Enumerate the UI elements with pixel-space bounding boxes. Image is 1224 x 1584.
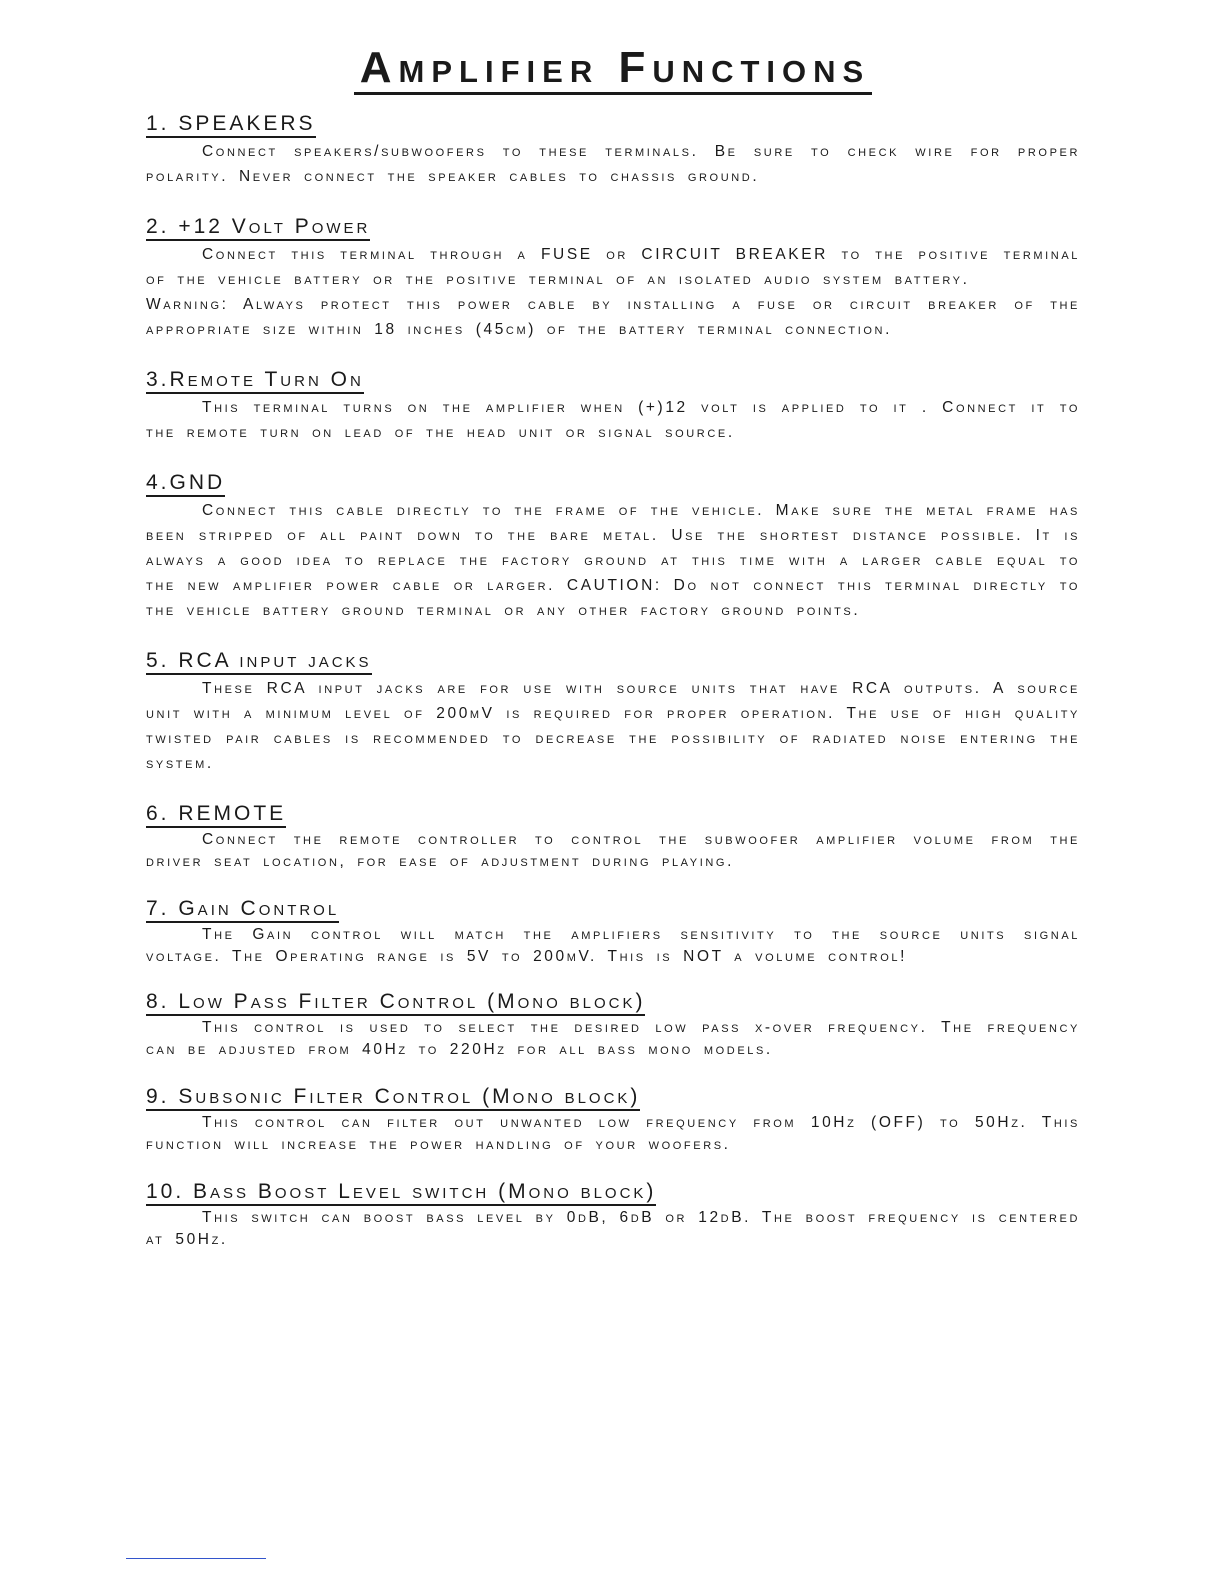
document-page [146, 38, 1080, 1251]
section-paragraph: Connect speakers/subwoofers to these terminals. Be sure to check wire for proper polarity. Never connect the speaker cables to chassis ground. [146, 143, 1080, 185]
section-paragraph: The Gain control will match the amplifiers sensitivity to the source units signal voltage. The Operating range is 5V to 200mV. This is NOT a volume control! [146, 926, 1080, 965]
section-rca-input-jacks [146, 649, 1080, 776]
section-heading: 6. REMOTE [146, 802, 286, 828]
section-heading: 2. +12 Volt Power [146, 215, 370, 241]
section-heading: 9. Subsonic Filter Control (Mono block) [146, 1085, 640, 1111]
section-bass-boost-level-switch [146, 1180, 1080, 1251]
section-paragraph: This switch can boost bass level by 0dB, 6dB or 12dB. The boost frequency is centered at 50Hz. [146, 1209, 1080, 1248]
section-paragraph: Connect the remote controller to control the subwoofer amplifier volume from the driver seat location, for ease of adjustment during playing. [146, 831, 1080, 870]
section-heading: 7. Gain Control [146, 897, 339, 923]
section-paragraph: These RCA input jacks are for use with source units that have RCA outputs. A source unit with a minimum level of 200mV is required for proper operation. The use of high quality twisted pair cables is recommended to decrease the possibility of radiated noise entering the system. [146, 680, 1081, 772]
section-paragraph: Connect this terminal through a FUSE or CIRCUIT BREAKER to the positive terminal of the vehicle battery or the positive terminal of an isolated audio system battery. [146, 246, 1080, 288]
page-title-text: Amplifier Functions [354, 43, 872, 95]
section-heading: 3.Remote Turn On [146, 368, 364, 394]
section-12-volt-power [146, 215, 1080, 342]
section-heading: 5. RCA input jacks [146, 649, 372, 675]
section-paragraph: This control can filter out unwanted low frequency from 10Hz (OFF) to 50Hz. This function will increase the power handling of your woofers. [146, 1114, 1080, 1153]
section-paragraph: Connect this cable directly to the frame of the vehicle. Make sure the metal frame has been stripped of all paint down to the bare metal. Use the shortest distance possible. It is always a good idea to replace the factory ground at this time with a larger cable equal to the new amplifier power cable or larger. CAUTION: Do not connect this terminal directly to the vehicle battery ground terminal or any other factory ground points. [146, 502, 1080, 619]
section-paragraph: This control is used to select the desired low pass x-over frequency. The frequency can be adjusted from 40Hz to 220Hz for all bass mono models. [146, 1019, 1080, 1058]
section-gnd [146, 471, 1080, 623]
footer-rule [126, 1558, 266, 1559]
section-remote-turn-on [146, 368, 1080, 445]
section-heading: 10. Bass Boost Level switch (Mono block) [146, 1180, 656, 1206]
section-low-pass-filter-control [146, 990, 1080, 1061]
warning-paragraph: Warning: Always protect this power cable by installing a fuse or circuit breaker of the appropriate size within 18 inches (45cm) of the battery terminal connection. [146, 296, 1080, 338]
section-paragraph: This terminal turns on the amplifier when (+)12 volt is applied to it . Connect it to the remote turn on lead of the head unit or signal source. [146, 399, 1080, 441]
section-heading: 1. SPEAKERS [146, 112, 316, 138]
section-speakers [146, 112, 1080, 189]
section-heading: 8. Low Pass Filter Control (Mono block) [146, 990, 645, 1016]
section-subsonic-filter-control [146, 1085, 1080, 1156]
section-gain-control [146, 897, 1080, 968]
page-title [146, 38, 1080, 98]
section-heading: 4.GND [146, 471, 225, 497]
section-remote [146, 802, 1080, 873]
